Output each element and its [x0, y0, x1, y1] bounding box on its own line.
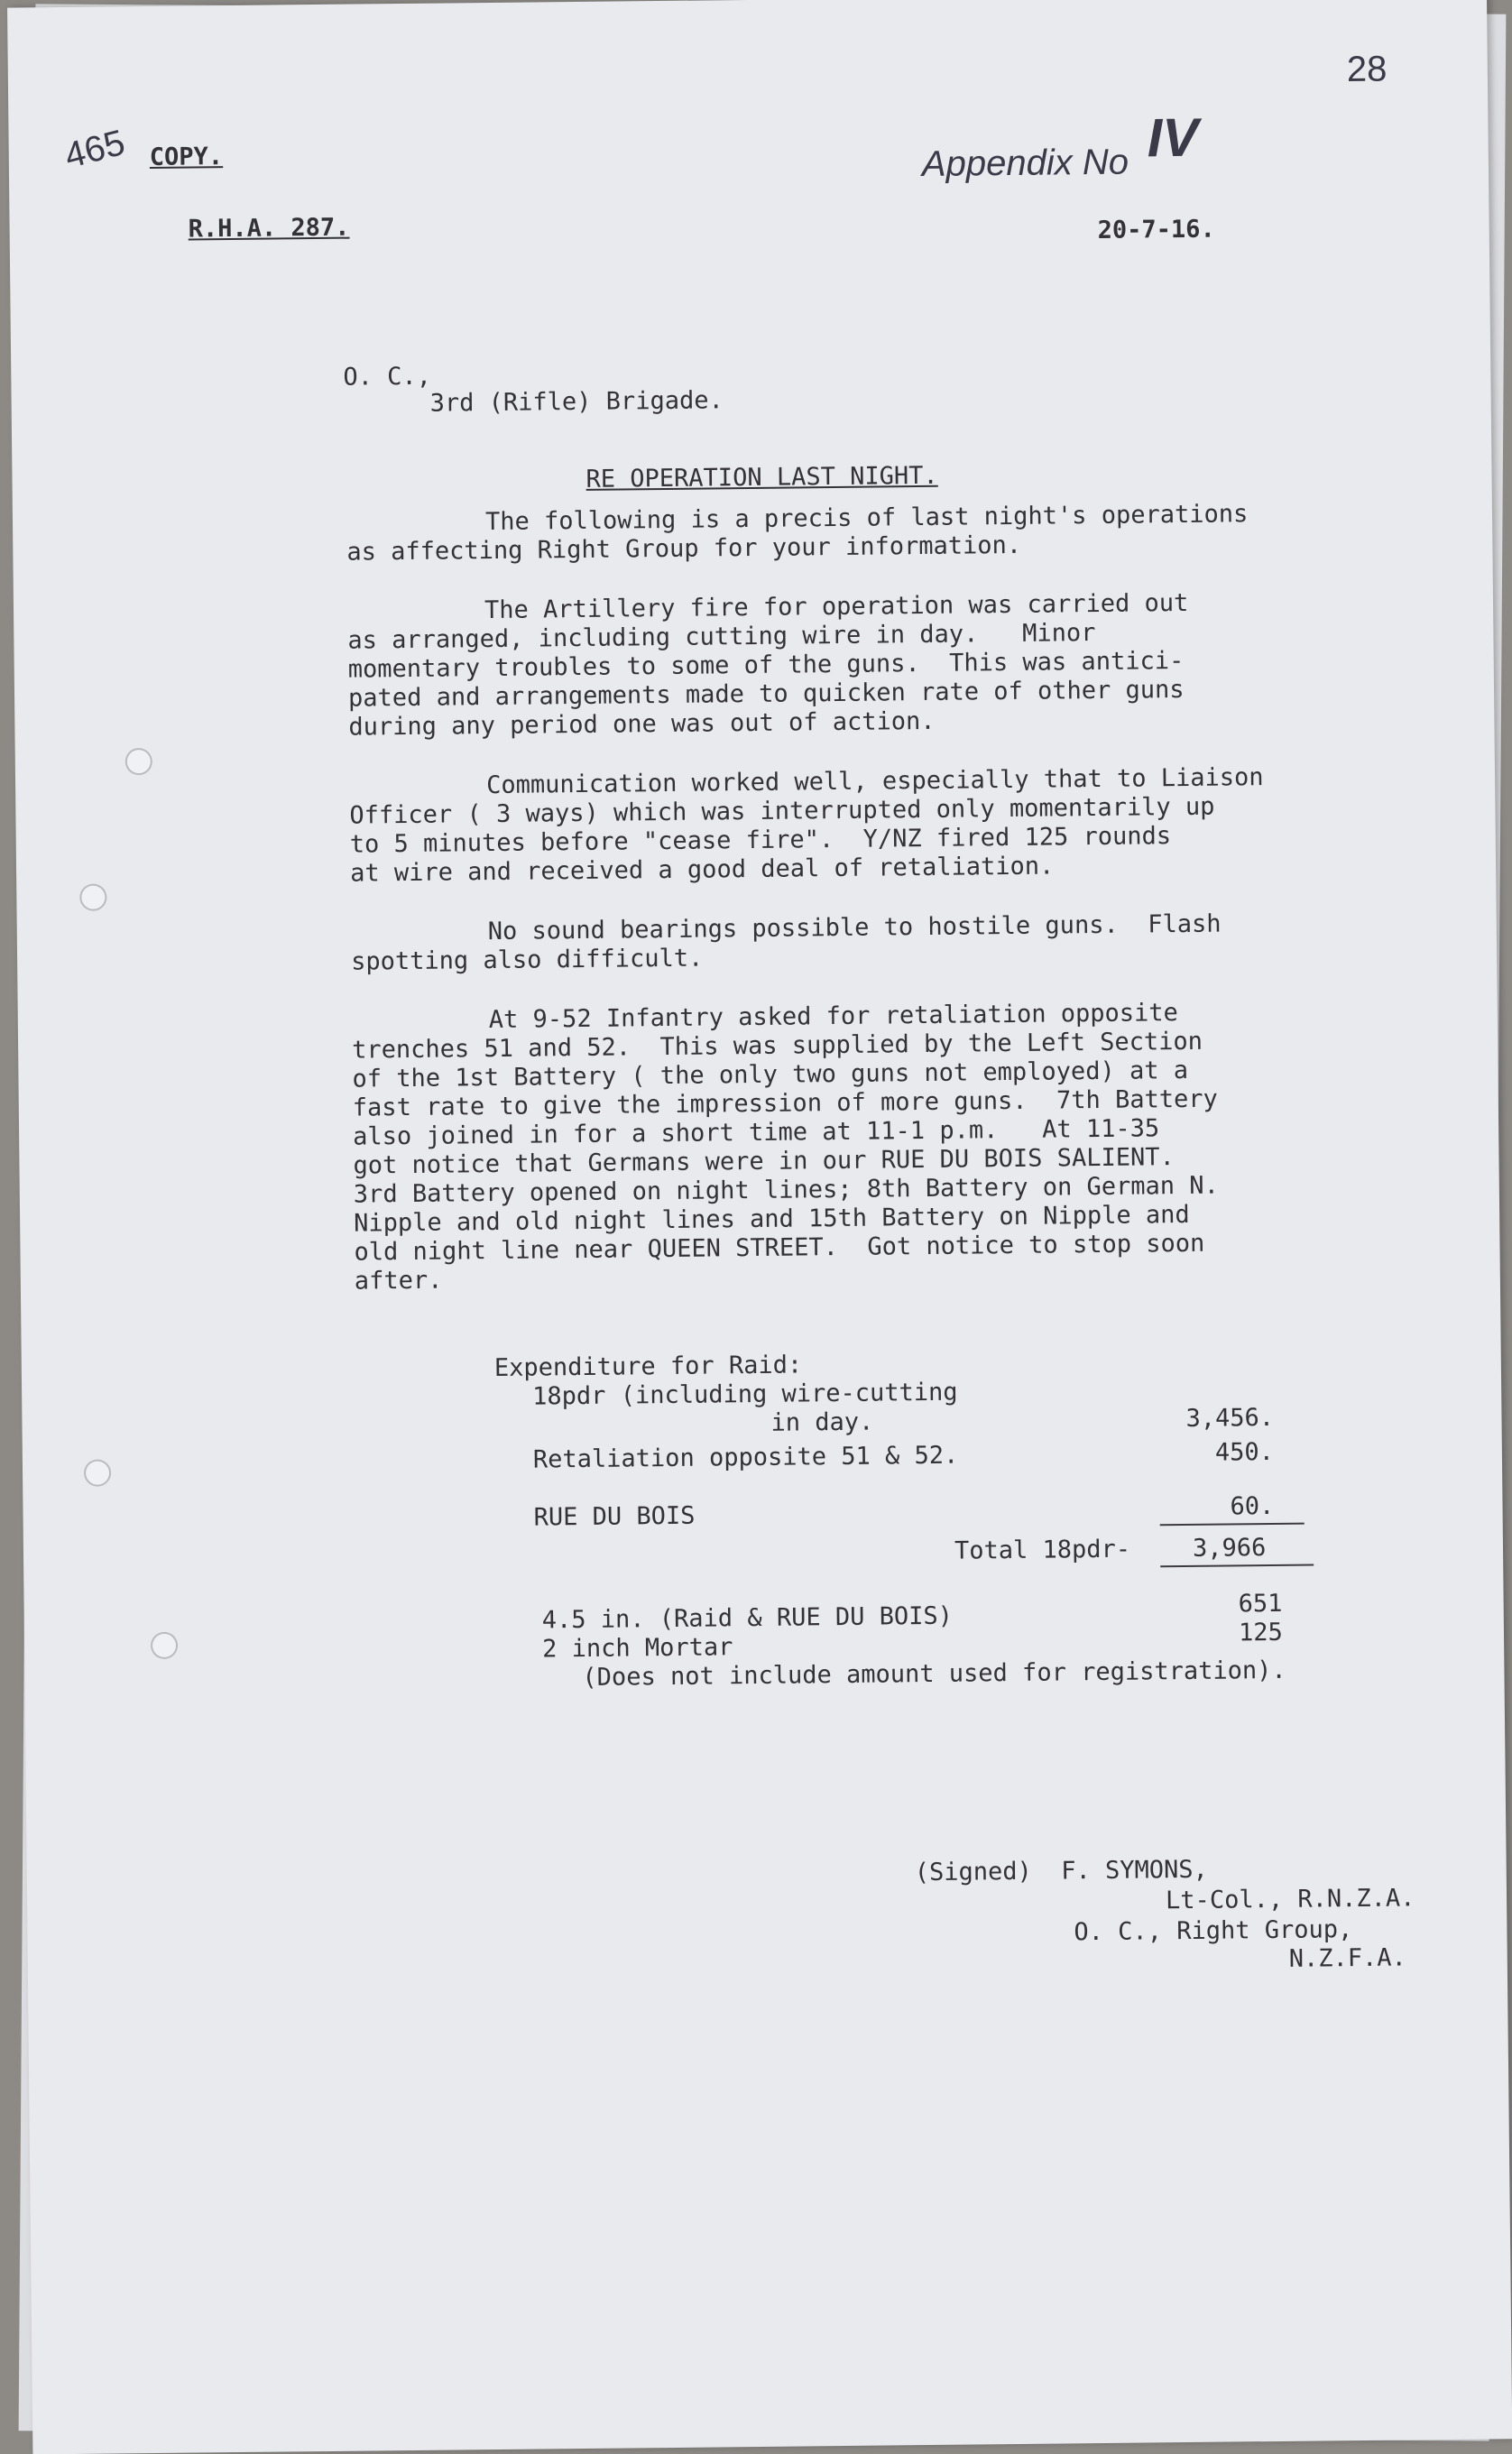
signature-rank: Lt-Col., R.N.Z.A. — [1165, 1884, 1415, 1915]
text-line: momentary troubles to some of the guns. This was antici- — [347, 646, 1185, 684]
punch-hole — [79, 883, 106, 910]
text-line: Officer ( 3 ways) which was interrupted only momentarily up — [349, 792, 1215, 830]
expenditure-value: 651 — [1238, 1589, 1283, 1619]
subject-heading: RE OPERATION LAST NIGHT. — [585, 461, 938, 494]
total-rule — [1160, 1564, 1314, 1568]
reference-number: R.H.A. 287. — [188, 213, 350, 244]
expenditure-value: 60. — [1230, 1491, 1275, 1521]
text-line: fast rate to give the impression of more guns. 7th Battery — [352, 1084, 1219, 1122]
text-line: spotting also difficult. — [350, 944, 704, 976]
text-line: trenches 51 and 52. This was supplied by the Left Section — [352, 1027, 1203, 1065]
copy-label: COPY. — [149, 143, 224, 171]
text-line: at wire and received a good deal of retaliation. — [349, 852, 1055, 888]
punch-hole — [125, 748, 152, 775]
text-line: 3rd Battery opened on night lines; 8th Battery on German N. — [353, 1171, 1220, 1209]
text-line: also joined in for a short time at 11-1 p.m. At 11-35 — [353, 1114, 1160, 1151]
expenditure-value: 3,456. — [1185, 1403, 1275, 1433]
addressee-line: O. C., — [343, 362, 432, 392]
expenditure-line: in day. — [770, 1407, 874, 1437]
sum-rule — [1160, 1523, 1305, 1527]
expenditure-line: 4.5 in. (Raid & RUE DU BOIS) — [541, 1601, 954, 1635]
expenditure-note: (Does not include amount used for registration). — [582, 1656, 1286, 1693]
appendix-label: Appendix No — [921, 142, 1129, 184]
expenditure-heading: Expenditure for Raid: — [493, 1351, 803, 1383]
text-line: The following is a precis of last night's operations — [484, 500, 1249, 537]
text-line: Communication worked well, especially that to Liaison — [485, 763, 1264, 800]
punch-hole — [84, 1459, 111, 1486]
expenditure-value: 125 — [1238, 1618, 1283, 1647]
expenditure-line: Retaliation opposite 51 & 52. — [532, 1441, 959, 1474]
document-page — [7, 0, 1512, 2454]
expenditure-line: 2 inch Mortar — [541, 1633, 733, 1664]
text-line: after. — [354, 1266, 443, 1296]
signature-line: (Signed) F. SYMONS, — [914, 1855, 1208, 1887]
text-line: Nipple and old night lines and 15th Battery on Nipple and — [354, 1200, 1190, 1238]
text-line: of the 1st Battery ( the only two guns not employed) at a — [352, 1056, 1189, 1093]
text-line: got notice that Germans were in our RUE DU BOIS SALIENT. — [353, 1143, 1175, 1180]
folio-number: 28 — [1346, 49, 1388, 90]
text-line: as affecting Right Group for your information. — [346, 530, 1022, 567]
text-line: old night line near QUEEN STREET. Got notice to stop soon — [354, 1229, 1205, 1267]
punch-hole — [151, 1632, 178, 1659]
signature-role: O. C., Right Group, — [1074, 1915, 1353, 1947]
addressee-line: 3rd (Rifle) Brigade. — [429, 386, 724, 418]
expenditure-value: 450. — [1214, 1437, 1275, 1467]
text-line: to 5 minutes before "cease fire". Y/NZ fired 125 rounds — [349, 822, 1172, 859]
text-line: The Artillery fire for operation was carried out — [484, 588, 1189, 625]
text-line: as arranged, including cutting wire in day. Minor — [347, 618, 1096, 655]
total-value: 3,966 — [1192, 1534, 1267, 1563]
text-line: during any period one was out of action. — [348, 706, 936, 742]
expenditure-line: 18pdr (including wire-cutting — [532, 1378, 958, 1411]
signature-unit: N.Z.F.A. — [1288, 1943, 1406, 1973]
text-line: No sound bearings possible to hostile guns. Flash — [487, 909, 1222, 946]
text-line: At 9-52 Infantry asked for retaliation opposite — [488, 999, 1178, 1035]
archive-number: 465 — [60, 122, 129, 177]
appendix-numeral: IV — [1147, 106, 1199, 169]
date: 20-7-16. — [1097, 215, 1215, 244]
expenditure-line: RUE DU BOIS — [533, 1501, 696, 1532]
text-line: pated and arrangements made to quicken rate of other guns — [347, 675, 1185, 713]
total-label: Total 18pdr- — [954, 1535, 1131, 1565]
